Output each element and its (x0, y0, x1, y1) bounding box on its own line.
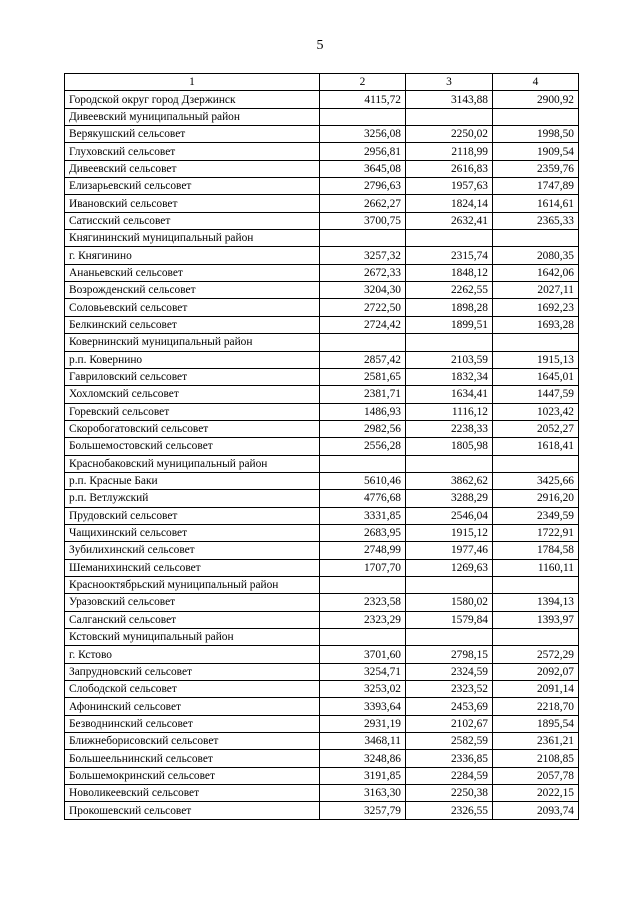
row-value-col2-cell: 2857,42 (320, 351, 406, 368)
row-value-col2-cell: 2581,65 (320, 368, 406, 385)
row-value-col4-cell: 1393,97 (493, 611, 579, 628)
row-value-col3-cell: 2632,41 (406, 212, 493, 229)
table-row (65, 767, 579, 784)
row-name-cell: Большемостовский сельсовет (65, 438, 320, 455)
row-value-col2-cell: 5610,46 (320, 472, 406, 489)
row-value-col2-cell: 3163,30 (320, 785, 406, 802)
row-value-col4-cell: 1895,54 (493, 715, 579, 732)
row-name-cell: Ананьевский сельсовет (65, 264, 320, 281)
row-value-col2-cell: 1486,93 (320, 403, 406, 420)
table-row (65, 368, 579, 385)
table-row (65, 126, 579, 143)
row-value-col2-cell (320, 108, 406, 125)
row-value-col4-cell: 1394,13 (493, 594, 579, 611)
column-header-1: 1 (65, 74, 320, 91)
table-row (65, 282, 579, 299)
table-row (65, 455, 579, 472)
row-value-col3-cell: 2102,67 (406, 715, 493, 732)
row-value-col4-cell: 2027,11 (493, 282, 579, 299)
row-value-col2-cell: 3204,30 (320, 282, 406, 299)
row-value-col3-cell: 1848,12 (406, 264, 493, 281)
row-value-col2-cell: 2323,29 (320, 611, 406, 628)
column-header-2: 2 (320, 74, 406, 91)
row-value-col4-cell: 1784,58 (493, 542, 579, 559)
row-value-col4-cell: 2057,78 (493, 767, 579, 784)
row-value-col4-cell: 1618,41 (493, 438, 579, 455)
row-value-col2-cell: 3701,60 (320, 646, 406, 663)
row-value-col3-cell (406, 334, 493, 351)
row-value-col3-cell: 1915,12 (406, 524, 493, 541)
page-number: 5 (316, 38, 324, 53)
row-value-col4-cell: 1642,06 (493, 264, 579, 281)
row-name-cell: Слободской сельсовет (65, 681, 320, 698)
table-row (65, 403, 579, 420)
row-value-col4-cell: 2080,35 (493, 247, 579, 264)
table-row (65, 785, 579, 802)
table-row (65, 646, 579, 663)
table-row (65, 247, 579, 264)
table-row (65, 438, 579, 455)
row-name-cell: Ивановский сельсовет (65, 195, 320, 212)
row-value-col2-cell (320, 455, 406, 472)
row-value-col4-cell (493, 108, 579, 125)
row-value-col3-cell: 2798,15 (406, 646, 493, 663)
row-value-col4-cell: 2218,70 (493, 698, 579, 715)
table-row (65, 750, 579, 767)
table-row (65, 178, 579, 195)
row-name-cell: Горевский сельсовет (65, 403, 320, 420)
row-value-col3-cell: 2582,59 (406, 733, 493, 750)
row-value-col2-cell: 2931,19 (320, 715, 406, 732)
row-value-col4-cell: 2093,74 (493, 802, 579, 819)
row-value-col2-cell: 2556,28 (320, 438, 406, 455)
row-value-col4-cell: 2361,21 (493, 733, 579, 750)
row-value-col2-cell (320, 230, 406, 247)
row-value-col3-cell: 1832,34 (406, 368, 493, 385)
table-row (65, 576, 579, 593)
table-row (65, 594, 579, 611)
row-value-col3-cell: 3143,88 (406, 91, 493, 108)
row-value-col2-cell: 3191,85 (320, 767, 406, 784)
row-value-col2-cell: 2672,33 (320, 264, 406, 281)
row-value-col4-cell: 2052,27 (493, 420, 579, 437)
row-value-col2-cell: 2662,27 (320, 195, 406, 212)
row-name-cell: Дивеевский муниципальный район (65, 108, 320, 125)
row-value-col3-cell: 1269,63 (406, 559, 493, 576)
row-value-col4-cell: 1915,13 (493, 351, 579, 368)
row-name-cell: Новоликеевский сельсовет (65, 785, 320, 802)
row-value-col4-cell: 1693,28 (493, 316, 579, 333)
row-value-col3-cell: 2250,38 (406, 785, 493, 802)
row-value-col4-cell: 2359,76 (493, 160, 579, 177)
row-value-col4-cell: 1160,11 (493, 559, 579, 576)
row-value-col3-cell: 2284,59 (406, 767, 493, 784)
row-value-col3-cell (406, 576, 493, 593)
row-name-cell: Скоробогатовский сельсовет (65, 420, 320, 437)
table-row (65, 143, 579, 160)
row-name-cell: Сатисский сельсовет (65, 212, 320, 229)
row-value-col3-cell: 1899,51 (406, 316, 493, 333)
row-name-cell: Большемокринский сельсовет (65, 767, 320, 784)
row-value-col4-cell: 1023,42 (493, 403, 579, 420)
row-value-col3-cell (406, 455, 493, 472)
row-value-col3-cell: 2616,83 (406, 160, 493, 177)
data-table (64, 73, 579, 820)
table-row (65, 507, 579, 524)
row-name-cell: Шеманихинский сельсовет (65, 559, 320, 576)
row-name-cell: Афонинский сельсовет (65, 698, 320, 715)
row-value-col2-cell: 3468,11 (320, 733, 406, 750)
row-value-col3-cell: 1977,46 (406, 542, 493, 559)
table-row (65, 351, 579, 368)
row-value-col3-cell: 2315,74 (406, 247, 493, 264)
row-value-col4-cell (493, 576, 579, 593)
table-row (65, 91, 579, 108)
table-row (65, 681, 579, 698)
row-name-cell: Зубилихинский сельсовет (65, 542, 320, 559)
row-value-col3-cell: 2262,55 (406, 282, 493, 299)
row-value-col3-cell: 1805,98 (406, 438, 493, 455)
table-row (65, 559, 579, 576)
row-name-cell: г. Княгинино (65, 247, 320, 264)
row-value-col2-cell: 3393,64 (320, 698, 406, 715)
row-name-cell: Княгининский муниципальный район (65, 230, 320, 247)
row-value-col2-cell: 3700,75 (320, 212, 406, 229)
row-value-col4-cell: 1614,61 (493, 195, 579, 212)
row-name-cell: Елизарьевский сельсовет (65, 178, 320, 195)
table-row (65, 629, 579, 646)
table-row (65, 611, 579, 628)
row-name-cell: Хохломский сельсовет (65, 386, 320, 403)
row-value-col4-cell: 2365,33 (493, 212, 579, 229)
row-value-col3-cell: 3288,29 (406, 490, 493, 507)
row-name-cell: Верякушский сельсовет (65, 126, 320, 143)
row-name-cell: Соловьевский сельсовет (65, 299, 320, 316)
row-value-col2-cell: 1707,70 (320, 559, 406, 576)
table-row (65, 230, 579, 247)
row-name-cell: Большеельнинский сельсовет (65, 750, 320, 767)
row-name-cell: Прокошевский сельсовет (65, 802, 320, 819)
row-value-col3-cell: 2323,52 (406, 681, 493, 698)
row-value-col2-cell (320, 629, 406, 646)
row-name-cell: Уразовский сельсовет (65, 594, 320, 611)
row-value-col4-cell: 2900,92 (493, 91, 579, 108)
table-row (65, 108, 579, 125)
row-value-col4-cell (493, 629, 579, 646)
table-row (65, 264, 579, 281)
table-row (65, 524, 579, 541)
table-row (65, 698, 579, 715)
table-row (65, 802, 579, 819)
row-name-cell: Салганский сельсовет (65, 611, 320, 628)
row-value-col2-cell: 3257,32 (320, 247, 406, 264)
row-name-cell: Краснооктябрьский муниципальный район (65, 576, 320, 593)
row-value-col4-cell: 2572,29 (493, 646, 579, 663)
row-value-col3-cell: 1580,02 (406, 594, 493, 611)
row-value-col2-cell: 2722,50 (320, 299, 406, 316)
row-name-cell: Белкинский сельсовет (65, 316, 320, 333)
table-row (65, 316, 579, 333)
row-name-cell: Ковернинский муниципальный район (65, 334, 320, 351)
row-name-cell: Дивеевский сельсовет (65, 160, 320, 177)
row-value-col4-cell: 1447,59 (493, 386, 579, 403)
row-name-cell: Глуховский сельсовет (65, 143, 320, 160)
table-row (65, 299, 579, 316)
row-value-col3-cell: 2336,85 (406, 750, 493, 767)
row-value-col2-cell: 2724,42 (320, 316, 406, 333)
table-body (65, 74, 579, 820)
table-row (65, 733, 579, 750)
table-row (65, 542, 579, 559)
row-name-cell: Возрожденский сельсовет (65, 282, 320, 299)
table-row (65, 334, 579, 351)
row-value-col4-cell: 2916,20 (493, 490, 579, 507)
row-value-col2-cell: 2748,99 (320, 542, 406, 559)
row-value-col4-cell (493, 334, 579, 351)
row-value-col3-cell: 1898,28 (406, 299, 493, 316)
row-value-col2-cell: 3248,86 (320, 750, 406, 767)
row-value-col4-cell: 2091,14 (493, 681, 579, 698)
row-value-col4-cell (493, 455, 579, 472)
row-value-col4-cell: 2022,15 (493, 785, 579, 802)
row-name-cell: р.п. Ветлужский (65, 490, 320, 507)
row-value-col4-cell: 3425,66 (493, 472, 579, 489)
row-value-col3-cell: 1824,14 (406, 195, 493, 212)
row-value-col3-cell: 2546,04 (406, 507, 493, 524)
row-value-col3-cell (406, 108, 493, 125)
row-value-col2-cell: 3253,02 (320, 681, 406, 698)
row-name-cell: р.п. Красные Баки (65, 472, 320, 489)
row-value-col3-cell: 2118,99 (406, 143, 493, 160)
row-value-col2-cell: 4776,68 (320, 490, 406, 507)
row-value-col3-cell: 2324,59 (406, 663, 493, 680)
row-value-col2-cell (320, 576, 406, 593)
table-row (65, 472, 579, 489)
row-value-col4-cell: 1645,01 (493, 368, 579, 385)
row-value-col4-cell: 2092,07 (493, 663, 579, 680)
row-value-col4-cell: 1692,23 (493, 299, 579, 316)
row-value-col3-cell: 2250,02 (406, 126, 493, 143)
row-value-col2-cell: 3257,79 (320, 802, 406, 819)
row-name-cell: г. Кстово (65, 646, 320, 663)
row-name-cell: Ближнеборисовский сельсовет (65, 733, 320, 750)
row-value-col4-cell: 1909,54 (493, 143, 579, 160)
row-value-col3-cell: 2453,69 (406, 698, 493, 715)
row-value-col4-cell: 1722,91 (493, 524, 579, 541)
table-row (65, 715, 579, 732)
row-value-col4-cell: 1998,50 (493, 126, 579, 143)
table-header-row (65, 74, 579, 91)
table-row (65, 420, 579, 437)
row-name-cell: Гавриловский сельсовет (65, 368, 320, 385)
row-value-col2-cell: 2956,81 (320, 143, 406, 160)
row-name-cell: Запрудновский сельсовет (65, 663, 320, 680)
row-value-col3-cell: 1634,41 (406, 386, 493, 403)
row-value-col2-cell: 2381,71 (320, 386, 406, 403)
row-value-col2-cell: 2982,56 (320, 420, 406, 437)
row-value-col3-cell: 1579,84 (406, 611, 493, 628)
row-value-col2-cell: 2323,58 (320, 594, 406, 611)
row-value-col4-cell: 2108,85 (493, 750, 579, 767)
table-row (65, 160, 579, 177)
row-value-col3-cell (406, 629, 493, 646)
table-row (65, 212, 579, 229)
row-value-col2-cell (320, 334, 406, 351)
row-value-col2-cell: 3256,08 (320, 126, 406, 143)
row-value-col4-cell (493, 230, 579, 247)
table-row (65, 195, 579, 212)
row-value-col4-cell: 2349,59 (493, 507, 579, 524)
row-value-col2-cell: 4115,72 (320, 91, 406, 108)
row-value-col2-cell: 3645,08 (320, 160, 406, 177)
row-name-cell: р.п. Ковернино (65, 351, 320, 368)
row-value-col4-cell: 1747,89 (493, 178, 579, 195)
row-name-cell: Безводнинский сельсовет (65, 715, 320, 732)
column-header-4: 4 (493, 74, 579, 91)
column-header-3: 3 (406, 74, 493, 91)
row-name-cell: Чащихинский сельсовет (65, 524, 320, 541)
row-value-col3-cell (406, 230, 493, 247)
row-value-col2-cell: 3254,71 (320, 663, 406, 680)
row-value-col2-cell: 2796,63 (320, 178, 406, 195)
table-row (65, 490, 579, 507)
row-name-cell: Краснобаковский муниципальный район (65, 455, 320, 472)
table-row (65, 386, 579, 403)
row-name-cell: Кстовский муниципальный район (65, 629, 320, 646)
table-row (65, 663, 579, 680)
row-value-col3-cell: 2238,33 (406, 420, 493, 437)
row-value-col2-cell: 3331,85 (320, 507, 406, 524)
row-name-cell: Прудовский сельсовет (65, 507, 320, 524)
row-value-col3-cell: 2326,55 (406, 802, 493, 819)
row-value-col3-cell: 1116,12 (406, 403, 493, 420)
row-value-col2-cell: 2683,95 (320, 524, 406, 541)
row-value-col3-cell: 1957,63 (406, 178, 493, 195)
row-value-col3-cell: 2103,59 (406, 351, 493, 368)
row-name-cell: Городской округ город Дзержинск (65, 91, 320, 108)
row-value-col3-cell: 3862,62 (406, 472, 493, 489)
